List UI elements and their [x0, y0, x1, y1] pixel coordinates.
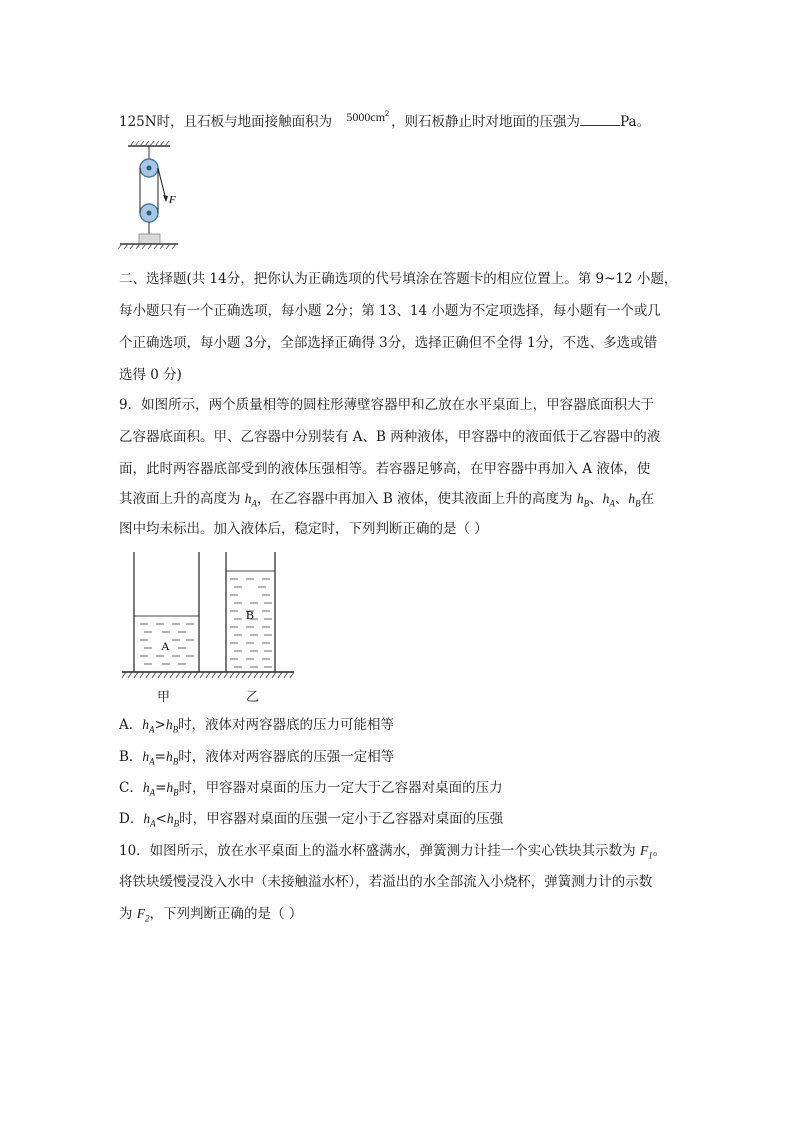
- sub-b: B: [172, 756, 179, 767]
- q9-line2: 乙容器底面积。甲、乙容器中分别装有 A、B 两种液体，甲容器中的液面低于乙容器中的液: [119, 429, 661, 445]
- sub-a: A: [149, 756, 155, 767]
- option-c-text: 时，甲容器对桌面的压力一定大于乙容器对桌面的压力: [178, 780, 503, 796]
- option-d-text: 时，甲容器对桌面的压强一定小于乙容器对桌面的压强: [179, 811, 504, 827]
- q9-line4-part2: ，在乙容器中再加入 B 液体，使其液面上升的高度为: [257, 491, 577, 507]
- sub-b: B: [635, 498, 641, 509]
- h-symbol: h: [166, 780, 174, 795]
- q9-line3: 面，此时两容器底部受到的液体压强相等。若容器足够高，在甲容器中再加入 A 液体，使: [119, 461, 651, 477]
- q8-area: [346, 105, 389, 126]
- label-jia: 甲: [157, 690, 171, 705]
- option-b-prefix: B．: [119, 749, 143, 765]
- h-b: [165, 717, 179, 735]
- option-c-prefix: C．: [119, 780, 143, 796]
- sub-b: B: [173, 787, 179, 798]
- force-label: F: [169, 194, 176, 206]
- h-symbol: h: [628, 491, 636, 506]
- h-symbol: h: [602, 491, 610, 506]
- h-b: [628, 491, 641, 509]
- sub-a: A: [149, 787, 156, 798]
- h-a: [143, 811, 156, 829]
- liquid-b-label: B: [246, 608, 255, 622]
- q8-text-post: ，则石板静止时对地面的压强为: [391, 114, 581, 130]
- h-symbol: h: [142, 749, 150, 764]
- pulley-figure: [118, 140, 180, 256]
- section2-line2: 每小题只有一个正确选项，每小题 2分；第 13、14 小题为不定项选择，每小题有一个或几: [119, 303, 661, 319]
- q9-line4-part3: 在: [640, 491, 655, 507]
- sub-b: B: [583, 498, 590, 509]
- h-symbol: h: [244, 491, 252, 506]
- q10-line1: [119, 842, 666, 865]
- sub-b: B: [173, 818, 180, 829]
- label-yi: 乙: [246, 690, 260, 705]
- q10-line3-end: ，下列判断正确的是（ ）: [149, 906, 303, 922]
- q10-line3: [119, 905, 302, 928]
- q8-unit: Pa。: [620, 114, 651, 130]
- f2: [136, 906, 150, 924]
- q10-line1-end: 。: [652, 843, 667, 859]
- sub-1: 1: [648, 850, 653, 861]
- h-symbol: h: [142, 717, 149, 732]
- q9-line4: [119, 490, 654, 513]
- sub-2: 2: [145, 913, 150, 924]
- sub-a: A: [251, 498, 258, 509]
- q9-line5: 图中均未标出。加入液体后，稳定时，下列判断正确的是（ ）: [119, 521, 488, 537]
- relation-sign: >: [154, 717, 166, 733]
- h-symbol: h: [166, 811, 174, 826]
- q10-line1-text: 10．如图所示，放在水平桌面上的溢水杯盛满水，弹簧测力计挂一个实心铁块其示数为: [119, 843, 640, 859]
- h-a: [244, 491, 258, 509]
- h-a: [142, 717, 155, 735]
- q10-line2: 将铁块缓慢浸没入水中（未接触溢水杯），若溢出的水全部流入小烧杯，弹簧测力计的示数: [119, 874, 653, 890]
- q8-area-value: 5000cm: [346, 110, 386, 124]
- separator: 、: [589, 491, 603, 507]
- q9-line4-part1: 其液面上升的高度为: [119, 491, 245, 507]
- f-symbol: F: [639, 843, 649, 858]
- sub-b: B: [172, 724, 179, 735]
- section2-line4: 选得 0 分): [119, 367, 182, 383]
- q8-tail-line: [119, 110, 650, 131]
- h-b: [165, 749, 179, 767]
- f1: [639, 843, 653, 861]
- h-a: [142, 749, 155, 767]
- containers-figure: [118, 548, 300, 682]
- option-a-text: 时，液体对两容器底的压力可能相等: [178, 717, 395, 733]
- section2-line3: 个正确选项，每小题 3分，全部选择正确得 3分，选择正确但不全得 1分，不选、多选或错: [119, 335, 658, 351]
- option-b-text: 时，液体对两容器底的压强一定相等: [178, 749, 395, 765]
- liquid-a-label: A: [161, 639, 170, 653]
- q9-option-a[interactable]: [119, 716, 394, 739]
- q8-area-sup: 2: [385, 109, 390, 118]
- h-symbol: h: [165, 717, 173, 732]
- f-symbol: F: [136, 906, 146, 921]
- relation-sign: =: [154, 749, 166, 765]
- sub-a: A: [609, 498, 615, 509]
- h-b: [576, 491, 590, 509]
- sub-a: A: [150, 818, 156, 829]
- q10-line3-text: 为: [119, 906, 137, 922]
- q9-option-b[interactable]: [119, 748, 394, 771]
- relation-sign: =: [155, 780, 167, 796]
- h-b: [166, 780, 179, 798]
- h-symbol: h: [576, 491, 584, 506]
- h-symbol: h: [143, 811, 151, 826]
- h-symbol: h: [165, 749, 173, 764]
- sub-a: A: [149, 724, 155, 735]
- answer-blank[interactable]: [580, 113, 620, 126]
- option-d-prefix: D．: [119, 811, 144, 827]
- section2-line1: 二、选择题(共 14分，把你认为正确选项的代号填涂在答题卡的相应位置上。第 9~12 小题，: [119, 271, 678, 287]
- h-b: [166, 811, 180, 829]
- q9-option-d[interactable]: [119, 810, 503, 833]
- q9-option-c[interactable]: [119, 779, 503, 802]
- option-a-prefix: A．: [119, 717, 143, 733]
- h-a: [602, 491, 615, 509]
- separator: 、: [614, 491, 629, 507]
- q9-line1: 9．如图所示，两个质量相等的圆柱形薄壁容器甲和乙放在水平桌面上，甲容器底面积大于: [119, 397, 655, 413]
- h-a: [142, 780, 156, 798]
- h-symbol: h: [142, 780, 150, 795]
- q8-text-pre: 125N时，且石板与地面接触面积为: [119, 114, 333, 130]
- relation-sign: <: [155, 811, 167, 827]
